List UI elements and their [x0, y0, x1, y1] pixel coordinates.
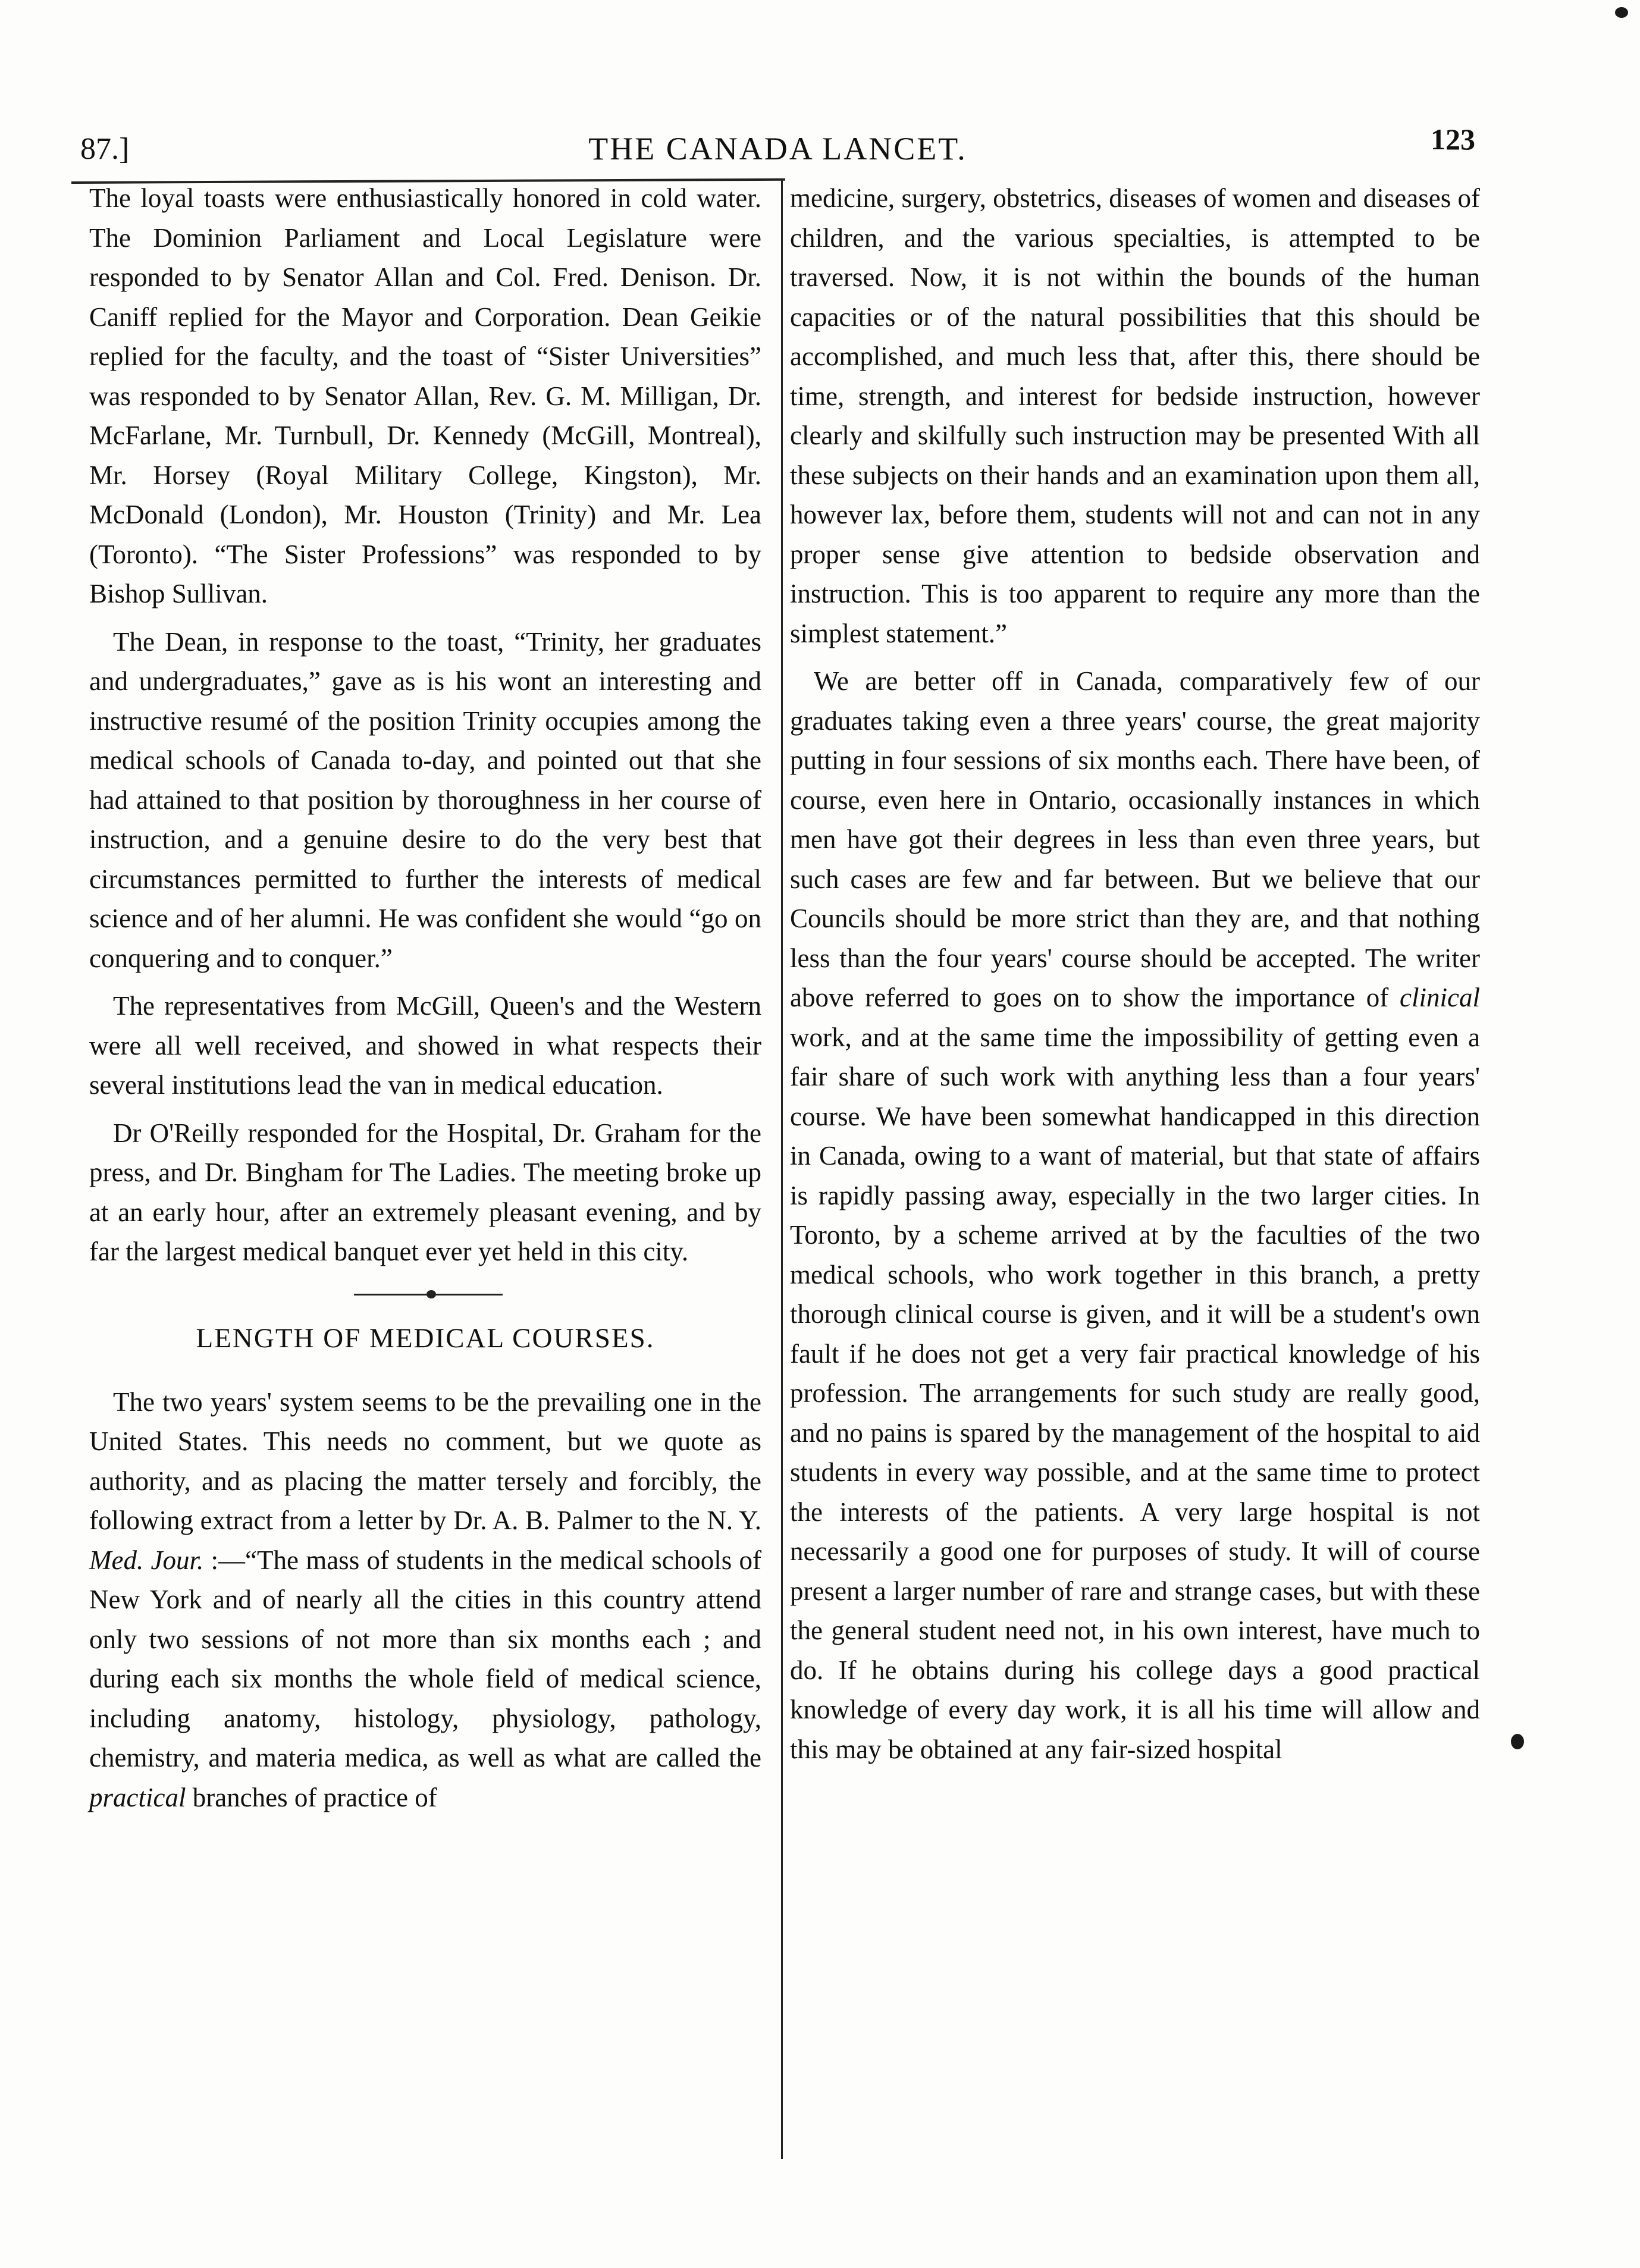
paragraph-loyal-toasts: The loyal toasts were enthusiastically honored in cold water. The Dominion Parliament and Local Legislature were responded to by Senator Allan and Col. Fred. Denison. Dr. Caniff replied for the Mayor and Corporation. Dean Geikie replied for the faculty, and the toast of “Sister Universities” was responded to by Senator Allan, Rev. G. M. Milligan, Dr. McFarlane, Mr. Turnbull, Dr. Kennedy (McGill, Montreal), Mr. Horsey (Royal Military College, Kingston), Mr. McDonald (London), Mr. Houston (Trinity) and Mr. Lea (Toronto). “The Sister Professions” was responded to by Bishop Sullivan.	[89, 183, 761, 608]
paragraph-text: We are better off in Canada, comparatively few of our graduates taking even a three years' course, the great majority putting in four sessions of six months each. There have been, of course, even here in Ontario, occasionally instances in which men have got their degrees in less than even three years, but such cases are few and far between. But we believe that our Councils should be more strict than they are, and that nothing less than the four years' course should be accepted. The writer above referred to goes on to show the importance of	[790, 666, 1480, 1012]
print-speck	[1615, 7, 1628, 18]
journal-title: THE CANADA LANCET.	[588, 131, 967, 167]
page-reference: 87.]	[80, 132, 130, 166]
section-heading: LENGTH OF MEDICAL COURSES.	[196, 1322, 655, 1354]
left-column	[89, 178, 761, 1817]
print-speck	[1511, 1734, 1524, 1749]
paragraph-representatives: The representatives from McGill, Queen's and the Western were all well received, and showed in what respects their several institutions lead the van in medical education.	[89, 991, 761, 1100]
paragraph-text: The two years' system seems to be the prevailing one in the United States. This needs no comment, but we quote as authority, and as placing the matter tersely and forcibly, the following extract from a letter by Dr. A. B. Palmer to the N. Y.	[89, 1386, 761, 1535]
paragraph-quote-continuation: medicine, surgery, obstetrics, diseases of women and diseases of children, and the various specialties, is attempted to be traversed. Now, it is not within the bounds of the human capacities or of the natural possibilities that this should be accomplished, and much less that, after this, there should be time, strength, and interest for bedside instruction, however clearly and skilfully such instruction may be presented With all these subjects on their hands and an examination upon them all, however lax, before them, students will not and can not in any proper sense give attention to bedside observation and instruction. This is too apparent to require any more than the simplest statement.”	[790, 183, 1480, 648]
italic-word: practical	[89, 1782, 186, 1812]
column-divider	[781, 178, 783, 2159]
paragraph-better-off-canada	[790, 661, 1480, 1769]
page-number: 123	[1431, 123, 1475, 156]
paragraph-dean-response: The Dean, in response to the toast, “Trinity, her graduates and undergraduates,” gave as is his wont an interesting and instructive resumé of the position Trinity occupies among the medical schools of Canada to-day, and pointed out that she had attained to that position by thoroughness in her course of instruction, and a genuine desire to do the very best that circumstances permitted to further the interests of medical science and of her alumni. He was confident she would “go on conquering and to conquer.”	[89, 626, 761, 973]
paragraph-text: branches of practice of	[186, 1782, 437, 1812]
running-head	[80, 122, 1475, 175]
section-ornament	[89, 1288, 761, 1300]
paragraph-text: work, and at the same time the impossibility of getting even a fair share of such work with anything less than a four years' course. We have been somewhat handicapped in this direction in Canada, owing to a want of material, but that state of affairs is rapidly passing away, especially in the two larger cities. In Toronto, by a scheme arrived at by the faculties of the two medical schools, who work together in this branch, a pretty thorough clinical course is given, and it will be a student's own fault if he does not get a very fair practical knowledge of his profession. The arrangements for such study are really good, and no pains is spared by the management of the hospital to aid students in every way possible, and at the same time to protect the interests of the patients. A very large hospital is not necessarily a good one for purposes of study. It will of course present a larger number of rare and strange cases, but with these the general student need not, in his own interest, have much to do. If he obtains during his college days a good practical knowledge of every day work, it is all his time will allow and this may be obtained at any fair-sized hospital	[790, 1022, 1480, 1764]
italic-word: clinical	[1400, 983, 1480, 1012]
paragraph-two-years-system	[89, 1382, 761, 1818]
paragraph-oreilly: Dr O'Reilly responded for the Hospital, Dr. Graham for the press, and Dr. Bingham for The Ladies. The meeting broke up at an early hour, after an extremely pleasant evening, and by far the largest medical banquet ever yet held in this city.	[89, 1118, 761, 1266]
paragraph-text: :—“The mass of students in the medical schools of New York and of nearly all the cities in this country attend only two sessions of not more than six months each ; and during each six months the whole field of medical science, including anatomy, histology, physiology, pathology, chemistry, and materia medica, as well as what are called the	[89, 1545, 761, 1773]
journal-name-italic: Med. Jour.	[89, 1545, 204, 1575]
right-column	[790, 178, 1480, 1769]
